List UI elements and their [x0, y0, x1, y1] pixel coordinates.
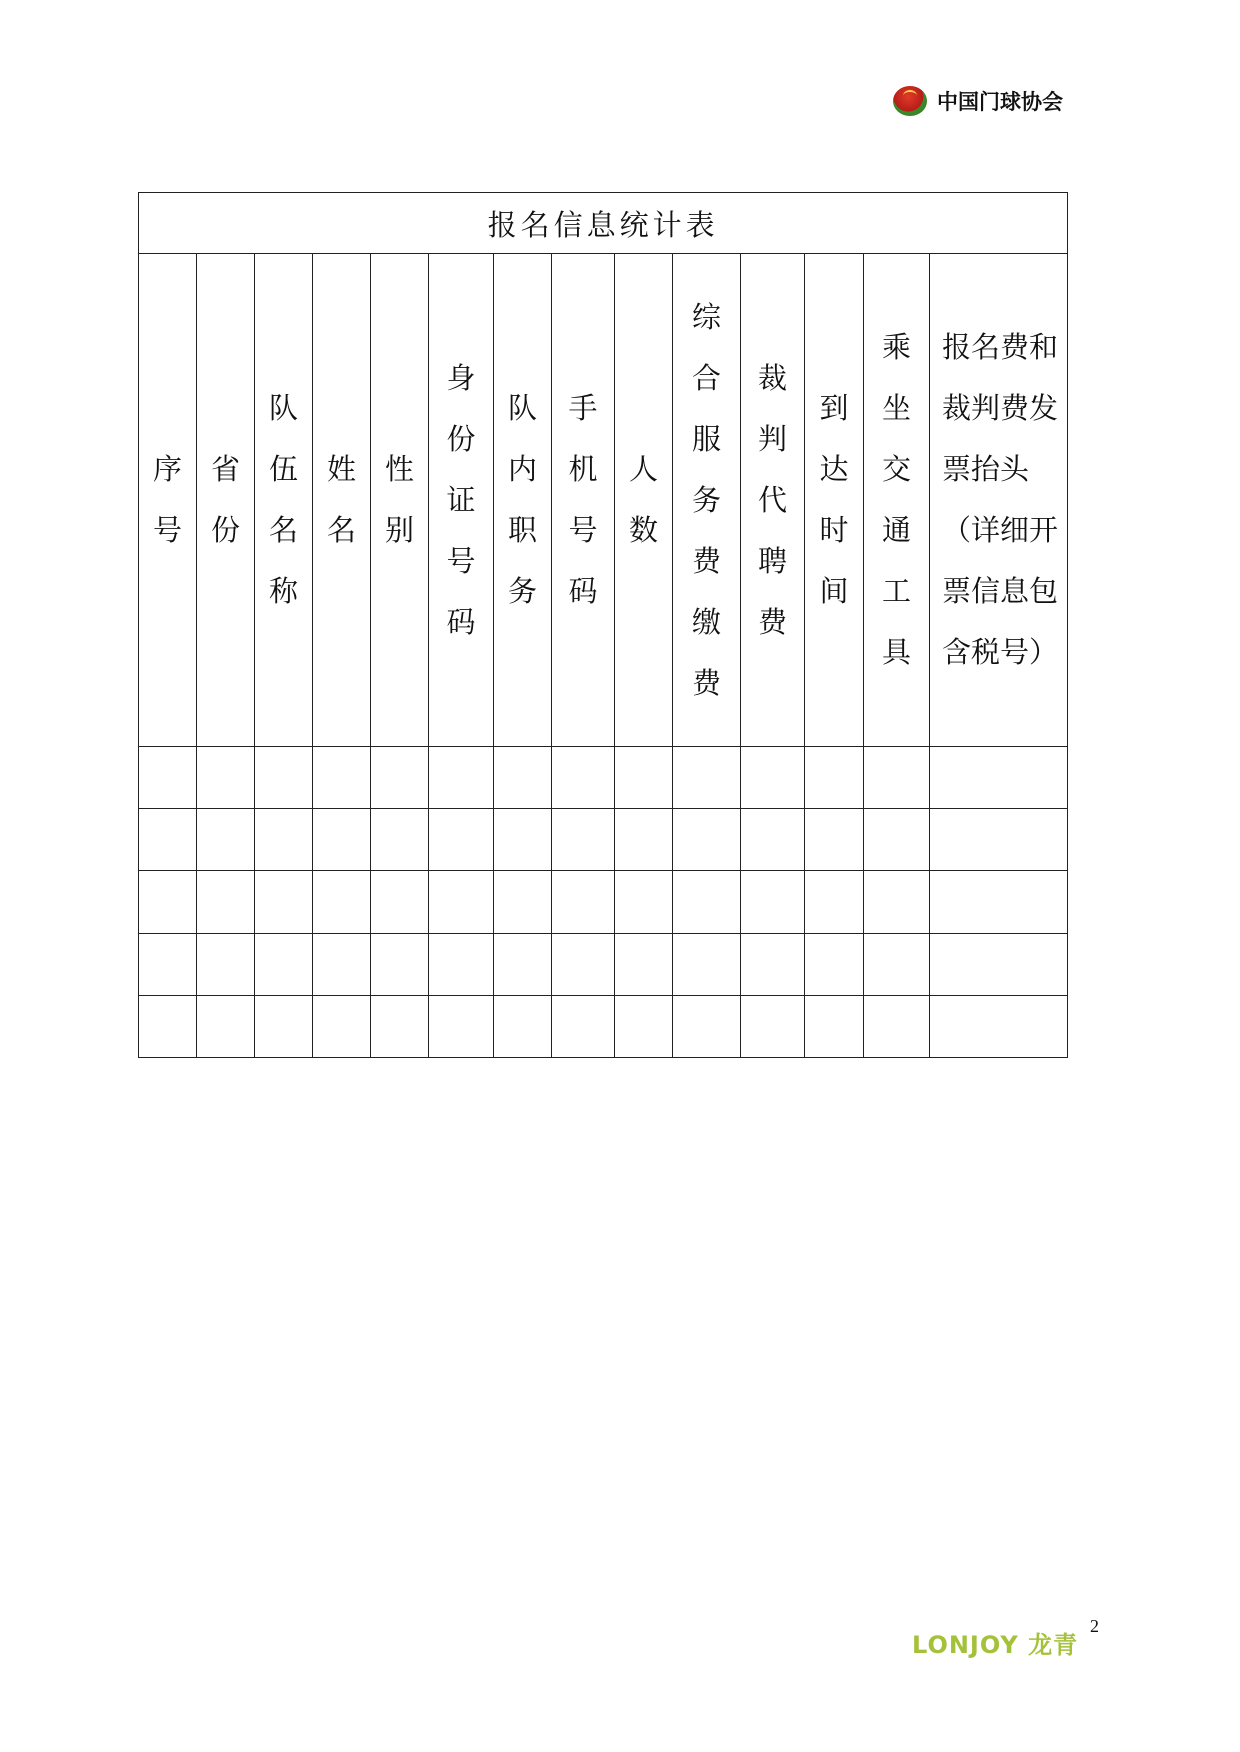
table-cell[interactable] [673, 995, 741, 1057]
table-cell[interactable] [313, 871, 371, 933]
header-logo [893, 86, 1063, 116]
table-cell[interactable] [552, 995, 615, 1057]
table-cell[interactable] [864, 995, 930, 1057]
column-header-label: 综合服务费缴费 [691, 299, 721, 700]
column-header-invoice-title [930, 254, 1068, 747]
column-header-serial [139, 254, 197, 747]
table-cell[interactable] [805, 809, 864, 871]
table-cell[interactable] [313, 746, 371, 808]
table-cell[interactable] [371, 933, 429, 995]
table-cell[interactable] [552, 871, 615, 933]
table-cell[interactable] [429, 746, 494, 808]
table-cell[interactable] [673, 871, 741, 933]
association-emblem-icon [893, 86, 927, 116]
table-cell[interactable] [429, 995, 494, 1057]
table-cell[interactable] [371, 746, 429, 808]
column-header-id-number [429, 254, 494, 747]
table-cell[interactable] [615, 809, 673, 871]
table-cell[interactable] [864, 871, 930, 933]
table-cell[interactable] [615, 995, 673, 1057]
table-row [139, 933, 1068, 995]
table-cell[interactable] [494, 933, 552, 995]
table-cell[interactable] [313, 995, 371, 1057]
footer-brand-logo: LONJOY 龙青 [912, 1631, 1079, 1659]
page-number: 2 [1090, 1616, 1099, 1636]
table-cell[interactable] [552, 746, 615, 808]
table-cell[interactable] [197, 995, 255, 1057]
table-cell[interactable] [255, 995, 313, 1057]
table-cell[interactable] [139, 995, 197, 1057]
column-header-label: 序号 [152, 452, 182, 548]
column-header-label: 手机号码 [568, 391, 598, 609]
column-header-label: 队伍名称 [268, 391, 298, 609]
table-cell[interactable] [371, 871, 429, 933]
registration-table [138, 192, 1068, 1058]
table-cell[interactable] [197, 809, 255, 871]
table-cell[interactable] [429, 871, 494, 933]
table-row [139, 746, 1068, 808]
table-cell[interactable] [255, 871, 313, 933]
table-cell[interactable] [864, 809, 930, 871]
table-cell[interactable] [139, 871, 197, 933]
table-cell[interactable] [255, 933, 313, 995]
table-cell[interactable] [930, 995, 1068, 1057]
table-cell[interactable] [805, 995, 864, 1057]
table-cell[interactable] [673, 809, 741, 871]
table-cell[interactable] [741, 871, 805, 933]
table-cell[interactable] [741, 933, 805, 995]
table-cell[interactable] [673, 933, 741, 995]
table-title: 报名信息统计表 [139, 193, 1068, 254]
column-header-referee-fee [741, 254, 805, 747]
table-cell[interactable] [494, 995, 552, 1057]
column-header-name [313, 254, 371, 747]
column-header-label: 姓名 [326, 452, 356, 548]
table-cell[interactable] [930, 809, 1068, 871]
column-header-label: 裁判代聘费 [757, 360, 787, 639]
table-cell[interactable] [930, 933, 1068, 995]
table-cell[interactable] [371, 995, 429, 1057]
table-cell[interactable] [139, 933, 197, 995]
column-header-label: 乘坐交通工具 [881, 330, 911, 670]
table-cell[interactable] [930, 746, 1068, 808]
column-header-team-role [494, 254, 552, 747]
column-header-province [197, 254, 255, 747]
column-header-transport [864, 254, 930, 747]
column-header-label: 到达时间 [819, 391, 849, 609]
table-cell[interactable] [741, 809, 805, 871]
table-cell[interactable] [741, 746, 805, 808]
column-header-headcount [615, 254, 673, 747]
table-cell[interactable] [805, 746, 864, 808]
column-header-label: 报名费和裁判费发票抬头（详细开票信息包含税号） [942, 330, 1059, 670]
table-cell[interactable] [864, 933, 930, 995]
table-cell[interactable] [494, 746, 552, 808]
column-header-label: 队内职务 [507, 391, 537, 609]
table-cell[interactable] [313, 933, 371, 995]
table-cell[interactable] [741, 995, 805, 1057]
table-cell[interactable] [139, 746, 197, 808]
table-cell[interactable] [615, 871, 673, 933]
table-cell[interactable] [494, 809, 552, 871]
table-row [139, 995, 1068, 1057]
table-cell[interactable] [139, 809, 197, 871]
header-row [139, 254, 1068, 747]
column-header-team-name [255, 254, 313, 747]
column-header-label: 性别 [384, 452, 414, 548]
table-cell[interactable] [552, 933, 615, 995]
table-row [139, 871, 1068, 933]
column-header-label: 身份证号码 [446, 360, 476, 639]
table-cell[interactable] [313, 809, 371, 871]
column-header-label: 省份 [210, 452, 240, 548]
table-cell[interactable] [494, 871, 552, 933]
table-cell[interactable] [864, 746, 930, 808]
table-cell[interactable] [255, 809, 313, 871]
table-cell[interactable] [429, 809, 494, 871]
table-cell[interactable] [615, 933, 673, 995]
table-cell[interactable] [371, 809, 429, 871]
table-cell[interactable] [805, 871, 864, 933]
table-cell[interactable] [673, 746, 741, 808]
table-cell[interactable] [255, 746, 313, 808]
column-header-service-fee [673, 254, 741, 747]
table-cell[interactable] [197, 871, 255, 933]
column-header-phone [552, 254, 615, 747]
column-header-arrival-time [805, 254, 864, 747]
column-header-label: 人数 [628, 452, 658, 548]
table-cell[interactable] [429, 933, 494, 995]
organization-name: 中国门球协会 [937, 90, 1063, 114]
table-cell[interactable] [197, 933, 255, 995]
table-cell[interactable] [197, 746, 255, 808]
table-cell[interactable] [930, 871, 1068, 933]
table-cell[interactable] [805, 933, 864, 995]
table-row [139, 809, 1068, 871]
table-cell[interactable] [552, 809, 615, 871]
table-cell[interactable] [615, 746, 673, 808]
column-header-gender [371, 254, 429, 747]
